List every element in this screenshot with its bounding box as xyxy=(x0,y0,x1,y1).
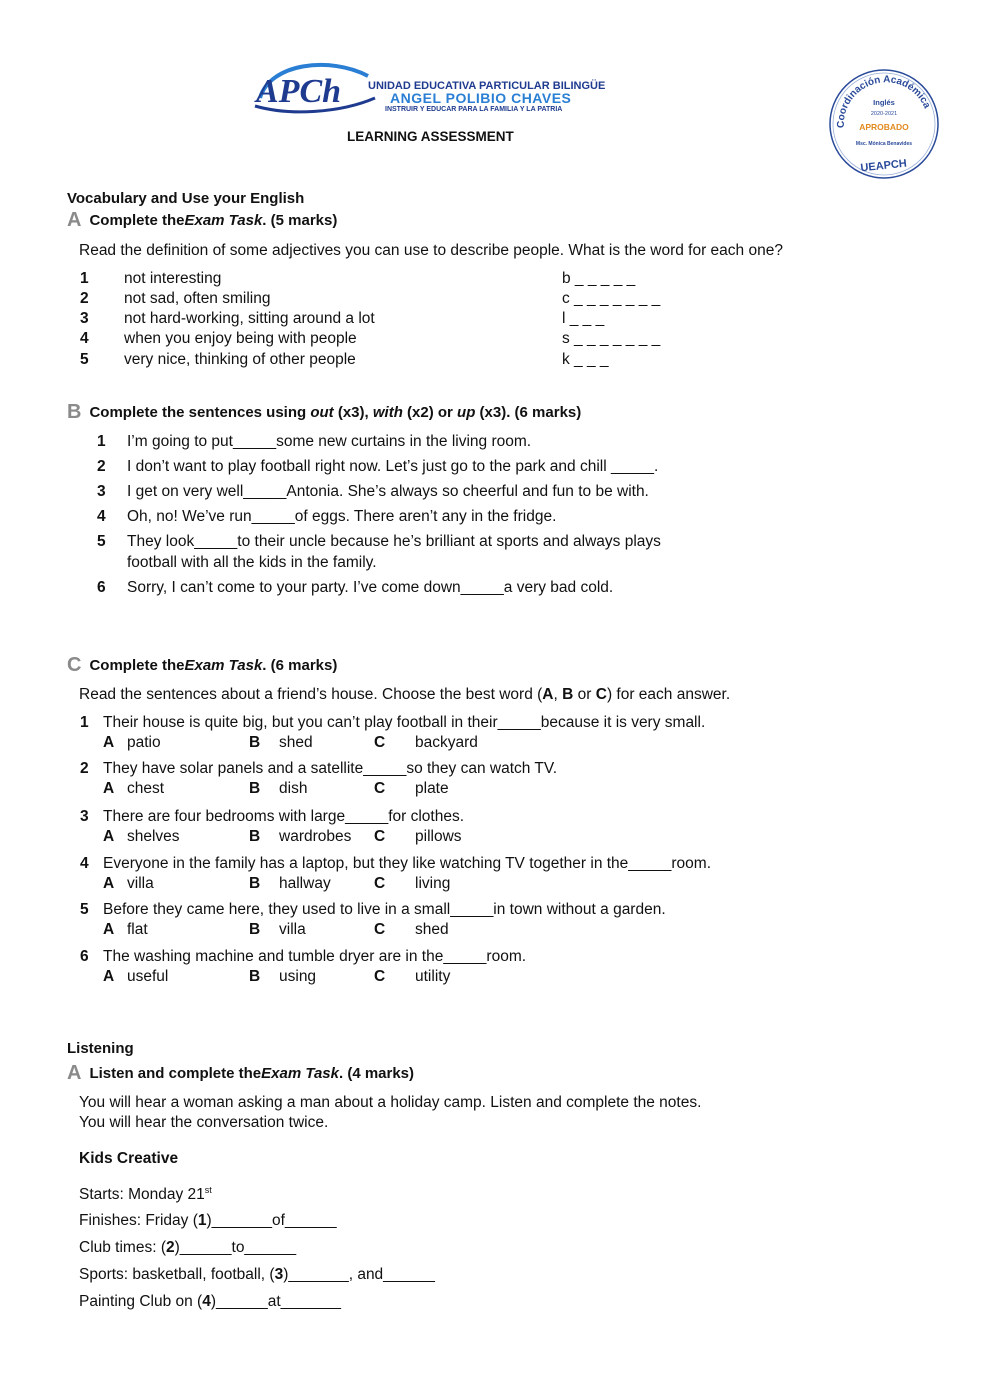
item-number: 2 xyxy=(80,290,89,307)
option-letter: C xyxy=(374,780,386,797)
vocab-c-question xyxy=(80,901,666,919)
option-a[interactable] xyxy=(103,780,114,798)
option-word[interactable]: utility xyxy=(415,968,451,985)
option-b[interactable] xyxy=(249,828,260,846)
vocab-b-item xyxy=(97,508,556,526)
school-motto: INSTRUIR Y EDUCAR PARA LA FAMILIA Y LA PATRIA xyxy=(385,106,563,113)
item-number: 3 xyxy=(97,483,106,500)
option-word[interactable]: shed xyxy=(415,921,449,938)
apch-logo-icon xyxy=(250,58,380,118)
notes-line[interactable]: Painting Club on (4)______at_______ xyxy=(79,1293,341,1310)
vocab-b-item xyxy=(97,579,613,597)
option-c[interactable] xyxy=(374,921,385,939)
item-number: 5 xyxy=(80,351,89,368)
question-text: They have solar panels and a satellite_____so they can watch TV. xyxy=(103,760,558,777)
question-text: Everyone in the family has a laptop, but they like watching TV together in the_____room. xyxy=(103,855,712,872)
item-number: 5 xyxy=(80,901,89,918)
sentence-text[interactable]: Sorry, I can’t come to your party. I’ve come down_____a very bad cold. xyxy=(127,579,614,596)
option-letter: B xyxy=(249,875,261,892)
option-word[interactable]: chest xyxy=(127,780,165,797)
option-word[interactable]: hallway xyxy=(279,875,331,892)
school-name-line2: ANGEL POLIBIO CHAVES xyxy=(390,90,572,106)
vocab-b-item xyxy=(97,483,649,501)
option-word[interactable]: backyard xyxy=(415,734,478,751)
item-definition: not interesting xyxy=(124,270,222,287)
option-b[interactable] xyxy=(249,968,260,986)
item-number: 5 xyxy=(97,533,106,550)
option-b[interactable] xyxy=(249,921,260,939)
item-number: 4 xyxy=(80,330,89,347)
seal-bottom-text: UEAPCH xyxy=(859,157,908,175)
option-word[interactable]: living xyxy=(415,875,451,892)
item-number: 3 xyxy=(80,808,89,825)
option-letter: A xyxy=(103,734,115,751)
option-a[interactable] xyxy=(103,968,114,986)
vocab-c-question xyxy=(80,855,711,873)
answer-blank[interactable]: l _ _ _ xyxy=(562,310,605,327)
item-number: 1 xyxy=(97,433,106,450)
answer-blank[interactable]: c _ _ _ _ _ _ _ xyxy=(562,290,661,307)
seal-subject: Inglés xyxy=(873,98,895,107)
option-word[interactable]: flat xyxy=(127,921,148,938)
item-number: 6 xyxy=(80,948,89,965)
option-c[interactable] xyxy=(374,968,385,986)
option-word[interactable]: pillows xyxy=(415,828,462,845)
question-text: There are four bedrooms with large_____for clothes. xyxy=(103,808,465,825)
option-c[interactable] xyxy=(374,780,385,798)
option-word[interactable]: shelves xyxy=(127,828,180,845)
sentence-text[interactable]: I get on very well_____Antonia. She’s always so cheerful and fun to be with. xyxy=(127,483,649,500)
sentence-text[interactable]: I’m going to put_____some new curtains in the living room. xyxy=(127,433,532,450)
question-text: Their house is quite big, but you can’t play football in their_____because it is very small. xyxy=(103,714,706,731)
listening-instruction-1: You will hear a woman asking a man about a holiday camp. Listen and complete the notes. xyxy=(79,1094,702,1111)
option-word[interactable]: plate xyxy=(415,780,449,797)
school-name-line1: UNIDAD EDUCATIVA PARTICULAR BILINGÜE xyxy=(368,80,606,92)
approval-seal-icon xyxy=(828,68,940,180)
part-letter: A xyxy=(67,209,82,231)
notes-title: Kids Creative xyxy=(79,1150,179,1167)
option-word[interactable]: villa xyxy=(279,921,306,938)
option-word[interactable]: villa xyxy=(127,875,154,892)
sentence-text-continued: football with all the kids in the family. xyxy=(127,554,377,571)
option-letter: C xyxy=(374,734,386,751)
vocab-part-a-heading: A Complete the Exam Task . (5 marks) xyxy=(67,209,338,231)
option-a[interactable] xyxy=(103,875,114,893)
option-word[interactable]: dish xyxy=(279,780,308,797)
notes-line[interactable]: Club times: (2)______to______ xyxy=(79,1239,297,1256)
vocab-c-question xyxy=(80,948,526,966)
vocab-b-item xyxy=(97,458,658,476)
question-text: Before they came here, they used to live in a small_____in town without a garden. xyxy=(103,901,666,918)
option-word[interactable]: patio xyxy=(127,734,161,751)
item-number: 1 xyxy=(80,270,89,287)
option-letter: B xyxy=(249,780,261,797)
item-number: 6 xyxy=(97,579,106,596)
vocab-part-b-heading: B Complete the sentences using out (x3), with (x2) or up (x3). (6 marks) xyxy=(67,401,582,423)
vocab-c-question xyxy=(80,808,464,826)
option-c[interactable] xyxy=(374,734,385,752)
listening-section-title: Listening xyxy=(67,1040,134,1057)
item-number: 2 xyxy=(80,760,89,777)
item-number: 4 xyxy=(97,508,106,525)
vocab-section-title: Vocabulary and Use your English xyxy=(67,190,305,207)
vocab-a-item xyxy=(80,351,780,369)
option-letter: C xyxy=(374,968,386,985)
vocab-part-c-instruction: Read the sentences about a friend’s house. Choose the best word (A, B or C) for each answer. xyxy=(79,686,731,703)
option-letter: B xyxy=(249,734,261,751)
item-definition: very nice, thinking of other people xyxy=(124,351,356,368)
listening-part-a-heading: A Listen and complete the Exam Task . (4 marks) xyxy=(67,1062,415,1084)
option-b[interactable] xyxy=(249,734,260,752)
item-number: 1 xyxy=(80,714,89,731)
option-a[interactable] xyxy=(103,921,114,939)
item-definition: when you enjoy being with people xyxy=(124,330,357,347)
item-number: 2 xyxy=(97,458,106,475)
seal-years: 2020-2021 xyxy=(870,111,898,117)
vocab-a-item xyxy=(80,330,780,348)
vocab-c-question xyxy=(80,760,557,778)
option-word[interactable]: useful xyxy=(127,968,169,985)
sentence-text[interactable]: Oh, no! We’ve run_____of eggs. There aren’t any in the fridge. xyxy=(127,508,557,525)
vocab-b-item xyxy=(97,433,531,451)
option-letter: C xyxy=(374,921,386,938)
option-letter: A xyxy=(103,828,115,845)
option-a[interactable] xyxy=(103,734,114,752)
option-word[interactable]: using xyxy=(279,968,317,985)
option-letter: B xyxy=(249,828,261,845)
option-b[interactable] xyxy=(249,780,260,798)
seal-signer: Msc. Mónica Benavides xyxy=(855,141,913,147)
question-text: The washing machine and tumble dryer are in the_____room. xyxy=(103,948,527,965)
vocab-a-item xyxy=(80,270,780,288)
item-definition: not sad, often smiling xyxy=(124,290,271,307)
option-word[interactable]: shed xyxy=(279,734,313,751)
school-logo xyxy=(250,58,630,118)
vocab-b-item xyxy=(97,533,661,572)
notes-starts: Starts: Monday 21st xyxy=(79,1185,212,1204)
option-letter: C xyxy=(374,828,386,845)
item-number: 4 xyxy=(80,855,89,872)
item-definition: not hard-working, sitting around a lot xyxy=(124,310,375,327)
answer-blank[interactable]: k _ _ _ xyxy=(562,351,609,368)
option-letter: A xyxy=(103,968,115,985)
option-c[interactable] xyxy=(374,828,385,846)
sentence-text[interactable]: They look_____to their uncle because he’s brilliant at sports and always plays xyxy=(127,533,661,550)
answer-blank[interactable]: s _ _ _ _ _ _ _ xyxy=(562,330,661,347)
seal-status: APROBADO xyxy=(859,122,909,132)
vocab-a-item xyxy=(80,310,780,328)
vocab-c-question xyxy=(80,714,705,732)
notes-line[interactable]: Finishes: Friday (1)_______of______ xyxy=(79,1212,337,1229)
option-a[interactable] xyxy=(103,828,114,846)
option-letter: B xyxy=(249,968,261,985)
vocab-a-item xyxy=(80,290,780,308)
option-letter: C xyxy=(374,875,386,892)
answer-blank[interactable]: b _ _ _ _ _ xyxy=(562,270,636,287)
option-letter: A xyxy=(103,921,115,938)
option-b[interactable] xyxy=(249,875,260,893)
sentence-text[interactable]: I don’t want to play football right now. Let’s just go to the park and chill _____. xyxy=(127,458,659,475)
vocab-part-c-heading: C Complete the Exam Task . (6 marks) xyxy=(67,654,338,676)
logo-mark: APCh xyxy=(256,73,342,110)
option-letter: A xyxy=(103,875,115,892)
item-number: 3 xyxy=(80,310,89,327)
notes-line[interactable]: Sports: basketball, football, (3)_______, and______ xyxy=(79,1266,435,1283)
seal-top-text: Coordinación Académica xyxy=(835,74,933,129)
option-letter: A xyxy=(103,780,115,797)
listening-instruction-2: You will hear the conversation twice. xyxy=(79,1114,329,1131)
vocab-part-a-instruction: Read the definition of some adjectives you can use to describe people. What is the word for each one? xyxy=(79,242,783,259)
option-letter: B xyxy=(249,921,261,938)
option-c[interactable] xyxy=(374,875,385,893)
option-word[interactable]: wardrobes xyxy=(279,828,352,845)
page-title: LEARNING ASSESSMENT xyxy=(347,129,514,144)
